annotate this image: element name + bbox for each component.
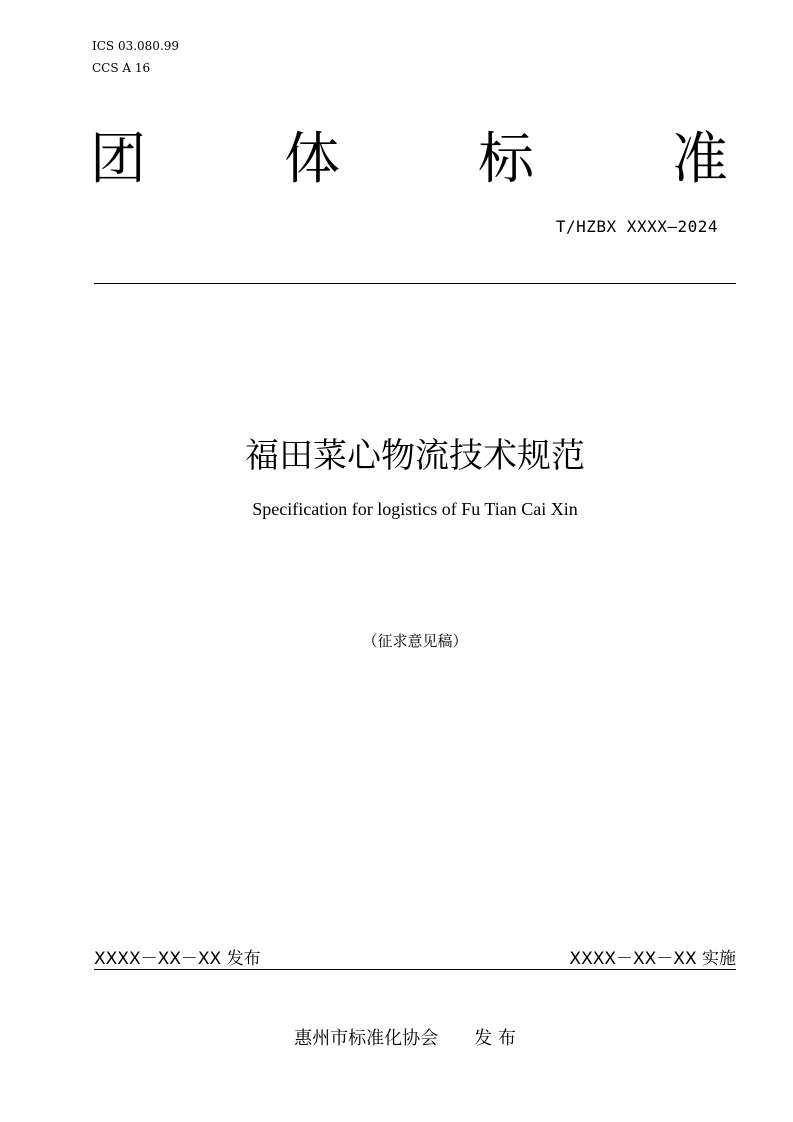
standard-code: T/HZBX XXXX—2024	[555, 217, 718, 236]
ics-code: ICS 03.080.99	[92, 39, 180, 53]
bottom-divider	[94, 969, 736, 970]
title-chinese: 福田菜心物流技术规范	[245, 436, 585, 476]
standard-type-char-3: 标	[478, 127, 534, 192]
publisher: 惠州市标准化协会 发 布	[294, 1028, 516, 1049]
publish-date: XXXX－XX－XX 发布	[94, 949, 261, 969]
standard-type-char-2: 体	[284, 127, 340, 192]
standard-type-char-4: 准	[672, 127, 728, 192]
top-divider	[94, 283, 736, 284]
standard-type-char-1: 团	[90, 127, 146, 192]
title-english: Specification for logistics of Fu Tian Cai Xin	[252, 499, 578, 519]
ccs-code: CCS A 16	[92, 61, 151, 75]
implement-date: XXXX－XX－XX 实施	[569, 949, 736, 969]
draft-status: （征求意见稿）	[362, 632, 468, 650]
